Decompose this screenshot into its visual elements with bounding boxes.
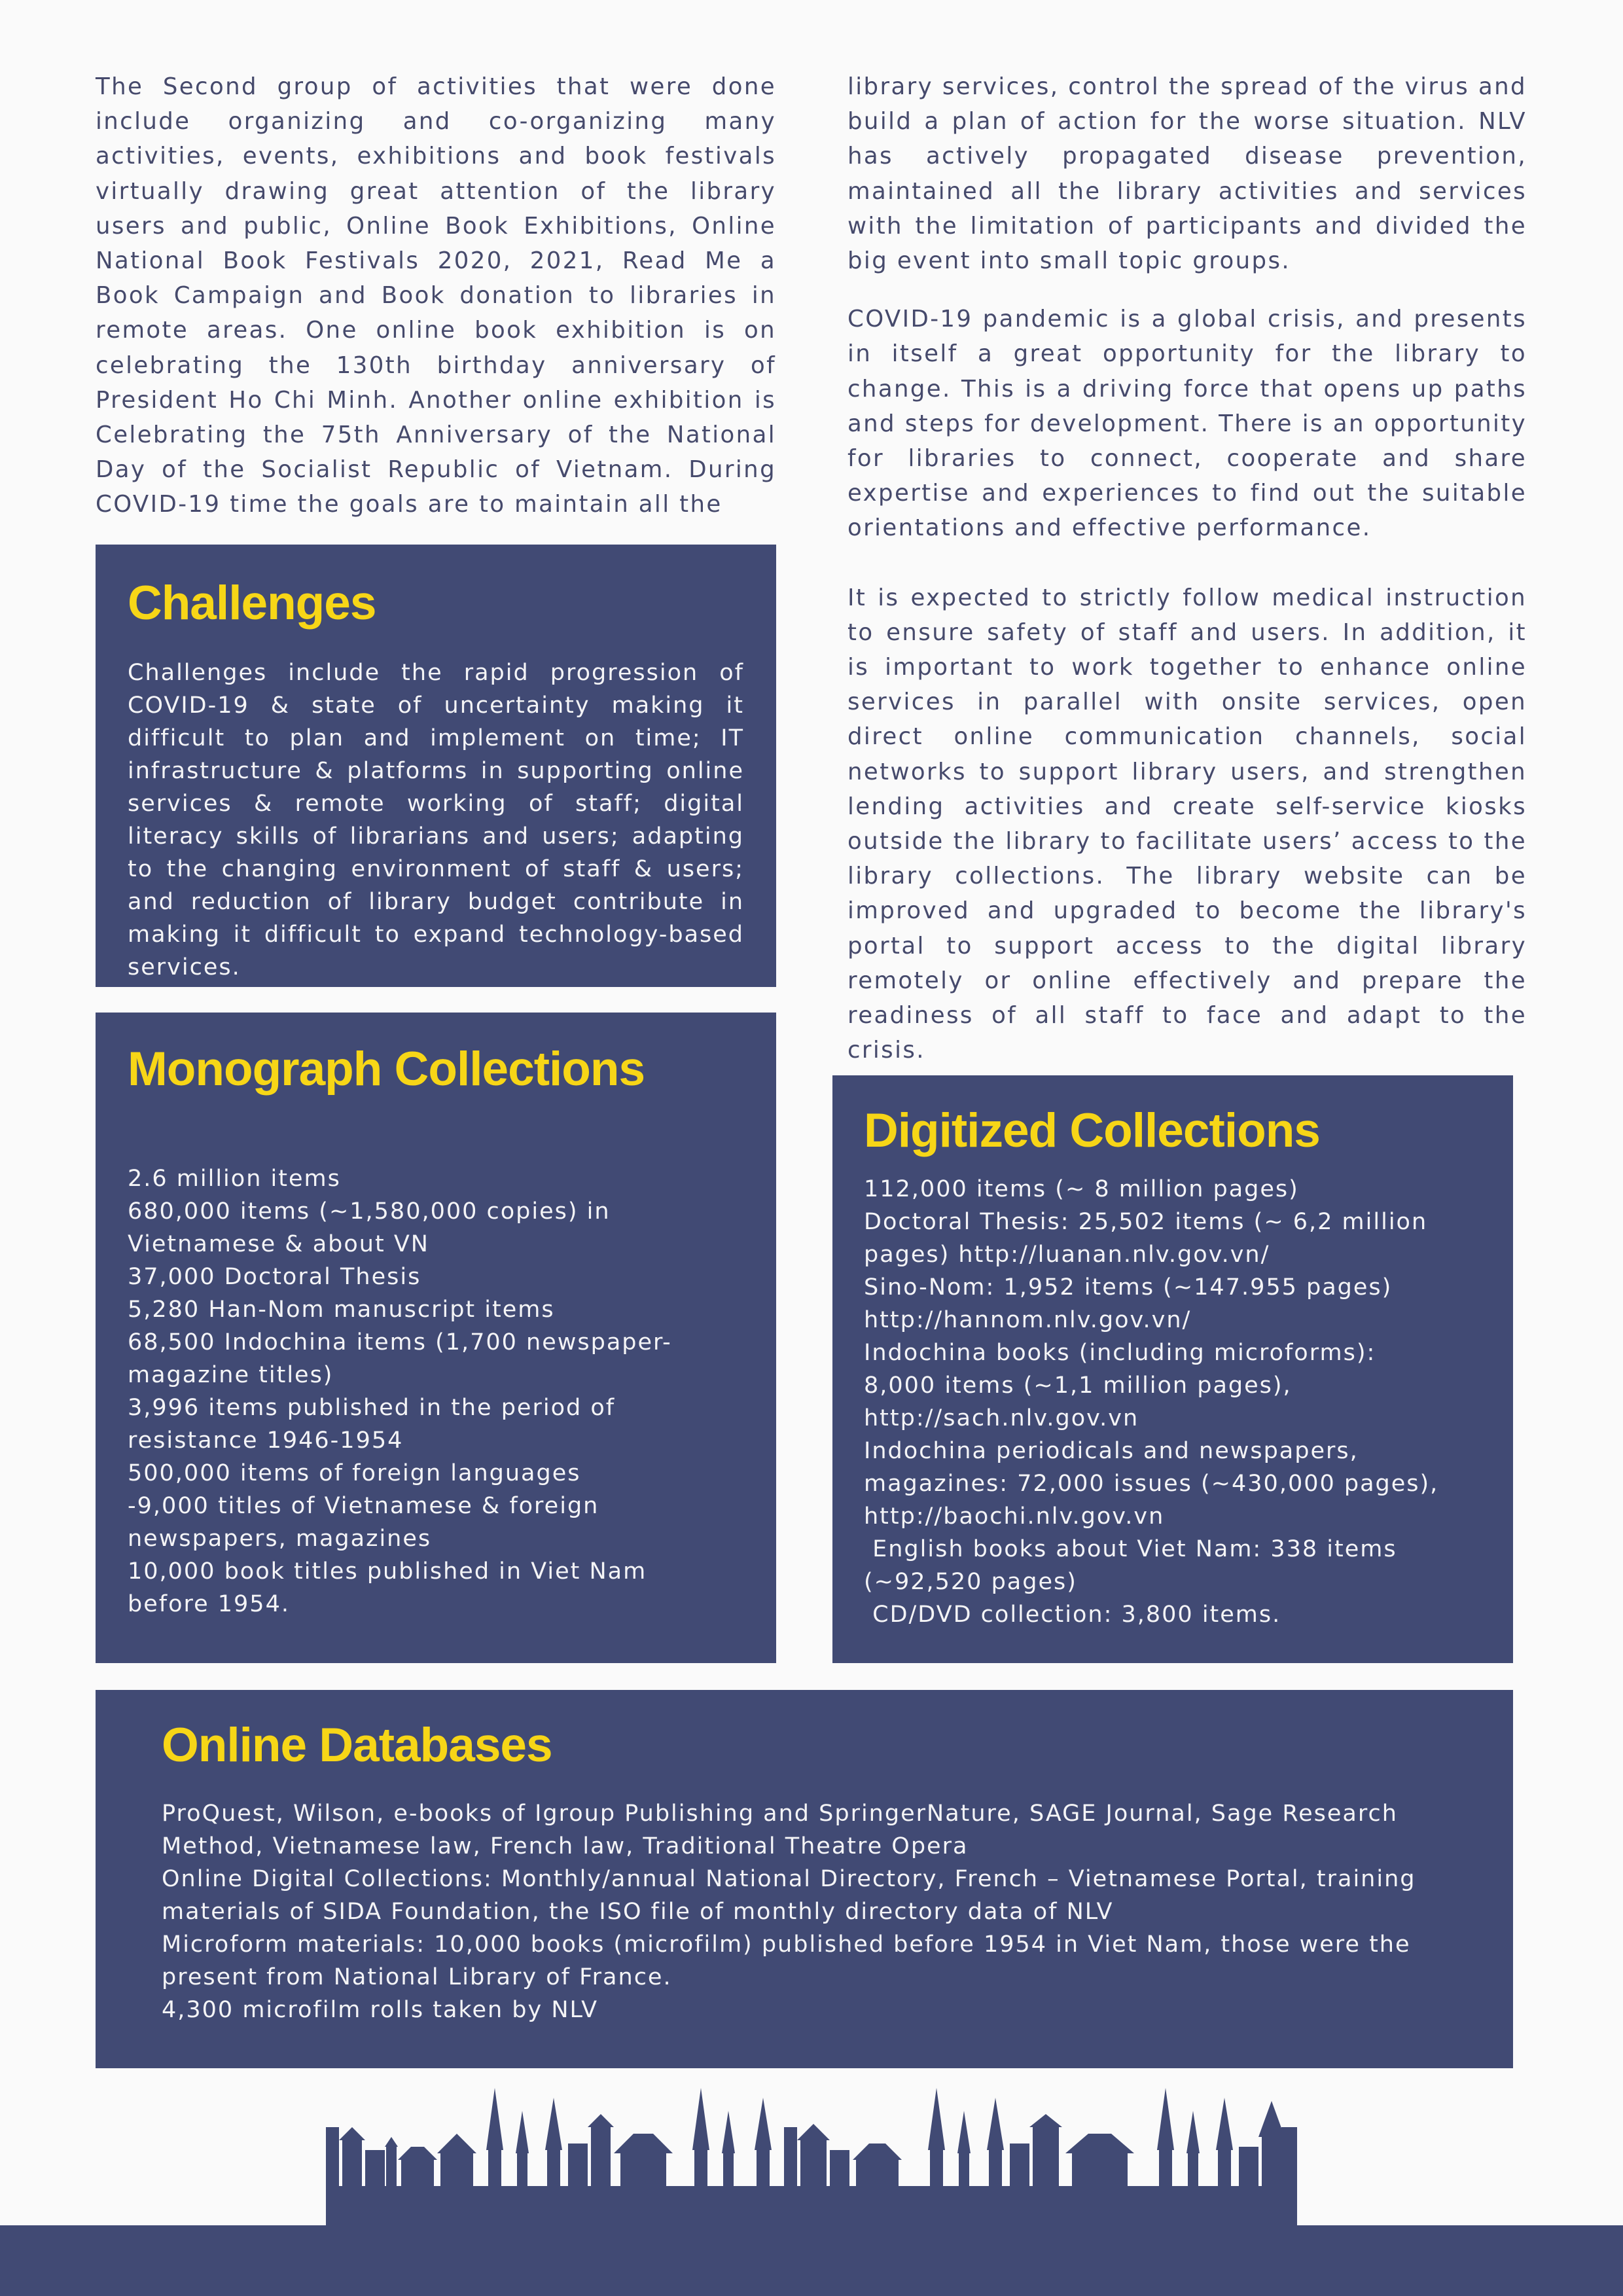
monograph-line: before 1954. — [128, 1591, 290, 1617]
online-databases-line: materials of SIDA Foundation, the ISO file of monthly directory data of NLV — [162, 1899, 1114, 1925]
monograph-line: newspapers, magazines — [128, 1526, 432, 1552]
online-databases-line: ProQuest, Wilson, e-books of Igroup Publishing and SpringerNature, SAGE Journal, Sage Research — [162, 1801, 1398, 1827]
digitized-line: (~92,520 pages) — [864, 1569, 1077, 1595]
footer-bar — [0, 2225, 1623, 2296]
digitized-line: Indochina books (including microforms): — [864, 1340, 1376, 1366]
online-databases-line: Microform materials: 10,000 books (microfilm) published before 1954 in Viet Nam, those were the — [162, 1931, 1411, 1958]
monograph-list — [128, 1162, 756, 1621]
online-databases-box — [96, 1690, 1513, 2068]
left-column-paragraph: The Second group of activities that were done include organizing and co-organizing many activities, events, exhibitions and book festivals virtually drawing great attention of the library users and public, Online Book Exhibitions, Online National Book Festivals 2020, 2021, Read Me a Book Campaign and Book donation to libraries in remote areas. One online book exhibition is on celebrating the 130th birthday anniversary of President Ho Chi Minh. Another online exhibition is Celebrating the 75th Anniversary of the National Day of the Socialist Republic of Vietnam. During COVID-19 time the goals are to maintain all the — [96, 73, 776, 518]
digitized-line: Doctoral Thesis: 25,502 items (~ 6,2 million — [864, 1209, 1428, 1235]
digitized-line: 8,000 items (~1,1 million pages), — [864, 1372, 1292, 1399]
digitized-line: CD/DVD collection: 3,800 items. — [864, 1602, 1281, 1628]
digitized-line: http://sach.nlv.gov.vn — [864, 1405, 1139, 1431]
online-databases-line: Online Digital Collections: Monthly/annual National Directory, French – Vietnamese Portal, training — [162, 1866, 1416, 1892]
online-databases-list — [162, 1797, 1484, 2026]
digitized-line: pages) http://luanan.nlv.gov.vn/ — [864, 1242, 1270, 1268]
digitized-line: 112,000 items (~ 8 million pages) — [864, 1176, 1299, 1202]
monograph-line: 680,000 items (~1,580,000 copies) in — [128, 1198, 611, 1225]
digitized-line: English books about Viet Nam: 338 items — [864, 1536, 1397, 1562]
right-column — [847, 69, 1527, 1067]
monograph-line: 37,000 Doctoral Thesis — [128, 1264, 421, 1290]
challenges-body: Challenges include the rapid progression of COVID-19 & state of uncertainty making it difficult to plan and implement on time; IT infrastructure & platforms in supporting online services & remote working of staff; digital literacy skills of librarians and users; adapting to the changing environment of staff & users; and reduction of library budget contribute in making it difficult to expand technology-based services. — [128, 660, 744, 980]
online-databases-line: present from National Library of France. — [162, 1964, 672, 1990]
digitized-line: magazines: 72,000 issues (~430,000 pages), — [864, 1471, 1439, 1497]
digitized-box — [832, 1075, 1513, 1663]
online-databases-line: 4,300 microfilm rolls taken by NLV — [162, 1997, 599, 2023]
online-databases-line: Method, Vietnamese law, French law, Traditional Theatre Opera — [162, 1833, 969, 1859]
monograph-line: 2.6 million items — [128, 1166, 341, 1192]
right-paragraph-3: It is expected to strictly follow medical instruction to ensure safety of staff and users. In addition, it is important to work together to enhance online services in parallel with onsite services, open direct online communication channels, social networks to support library users, and strengthen lending activities and create self-service kiosks outside the library to facilitate users’ access to the library collections. The library website can be improved and upgraded to become the library's portal to support access to the digital library remotely or online effectively and prepare the readiness of all staff to face and adapt to the crisis. — [847, 584, 1527, 1064]
digitized-line: http://hannom.nlv.gov.vn/ — [864, 1307, 1192, 1333]
digitized-heading: Digitized Collections — [864, 1104, 1320, 1157]
digitized-line: http://baochi.nlv.gov.vn — [864, 1503, 1165, 1530]
monograph-line: 10,000 book titles published in Viet Nam — [128, 1558, 647, 1585]
monograph-heading: Monograph Collections — [128, 1043, 645, 1096]
digitized-line: Sino-Nom: 1,952 items (~147.955 pages) — [864, 1274, 1393, 1300]
challenges-heading: Challenges — [128, 577, 376, 630]
right-paragraph-1: library services, control the spread of the virus and build a plan of action for the worse situation. NLV has actively propagated disease prevention, maintained all the library activities and services with the limitation of participants and divided the big event into small topic groups. — [847, 73, 1527, 275]
monograph-line: resistance 1946-1954 — [128, 1427, 404, 1454]
monograph-line: 68,500 Indochina items (1,700 newspaper- — [128, 1329, 672, 1355]
digitized-line: Indochina periodicals and newspapers, — [864, 1438, 1359, 1464]
monograph-line: 500,000 items of foreign languages — [128, 1460, 581, 1486]
challenges-box — [96, 545, 776, 987]
online-databases-heading: Online Databases — [162, 1719, 552, 1772]
monograph-line: Vietnamese & about VN — [128, 1231, 429, 1257]
monograph-line: 3,996 items published in the period of — [128, 1395, 616, 1421]
city-skyline-illustration — [326, 2088, 1297, 2229]
right-paragraph-2: COVID-19 pandemic is a global crisis, and presents in itself a great opportunity for the library to change. This is a driving force that opens up paths and steps for development. There is an opportunity for libraries to connect, cooperate and share expertise and experiences to find out the suitable orientations and effective performance. — [847, 306, 1527, 542]
monograph-line: magazine titles) — [128, 1362, 334, 1388]
monograph-line: -9,000 titles of Vietnamese & foreign — [128, 1493, 599, 1519]
digitized-list — [864, 1173, 1492, 1631]
monograph-box — [96, 1013, 776, 1663]
skyline-silhouette — [326, 2088, 1297, 2229]
monograph-line: 5,280 Han-Nom manuscript items — [128, 1297, 555, 1323]
